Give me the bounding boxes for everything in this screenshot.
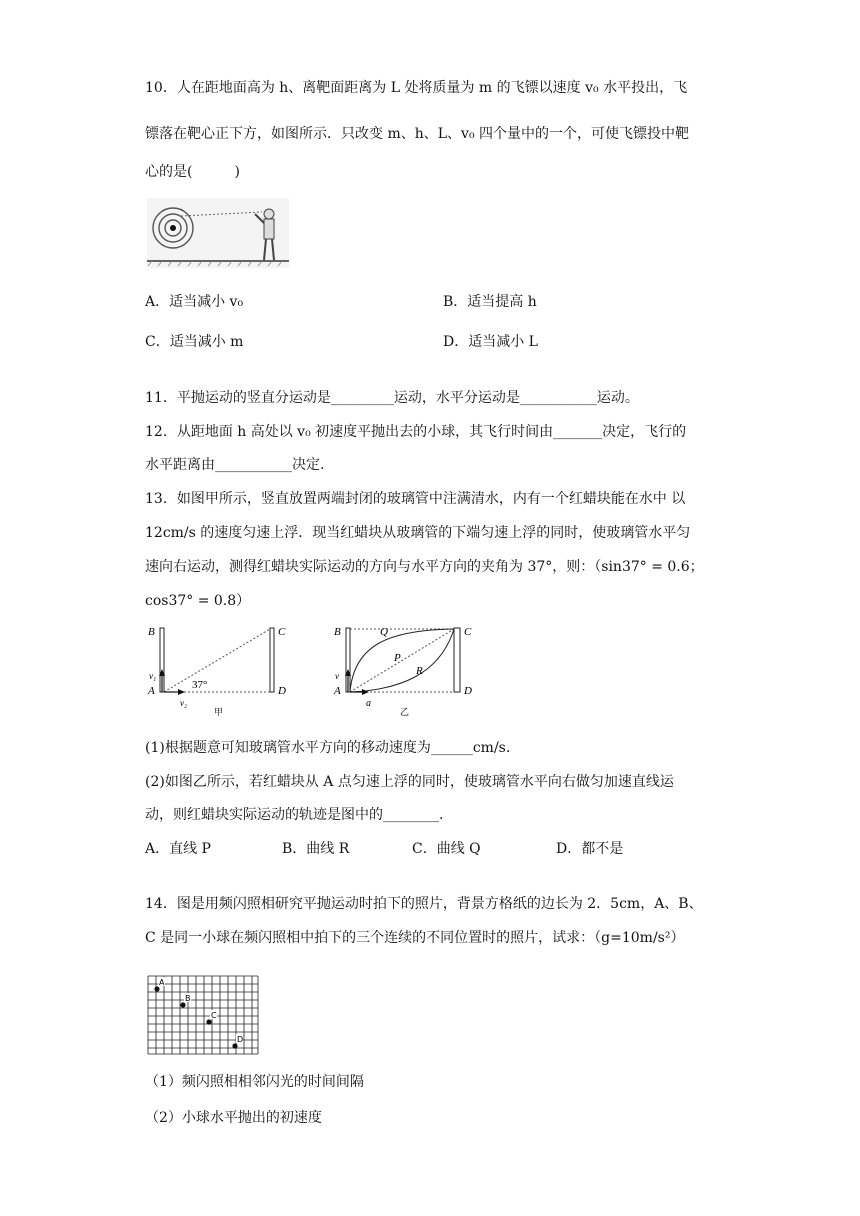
fig-jia-label-v2: v₂ bbox=[180, 698, 188, 708]
q13-option-b: B．曲线 R bbox=[282, 841, 350, 857]
q13-text-line1: 13．如图甲所示，竖直放置两端封闭的玻璃管中注满清水，内有一个红蜡块能在水中 以 bbox=[145, 491, 686, 507]
fig-jia-caption: 甲 bbox=[214, 707, 224, 716]
dart-throw-figure bbox=[147, 198, 289, 268]
fig-jia-label-a: A bbox=[148, 685, 155, 697]
q14-sub2: （2）小球水平抛出的初速度 bbox=[145, 1110, 322, 1126]
q10-option-a: A．适当减小 v₀ bbox=[145, 294, 244, 310]
fig-yi-label-a-accel: a bbox=[366, 698, 371, 709]
fig-yi-label-d: D bbox=[464, 685, 472, 697]
q13-sub2-line1: (2)如图乙所示，若红蜡块从 A 点匀速上浮的同时，使玻璃管水平向右做匀加速直线运 bbox=[145, 774, 674, 790]
fig-jia-label-d: D bbox=[278, 685, 286, 697]
q13-text-line4: cos37° = 0.8） bbox=[145, 593, 251, 609]
figure-yi bbox=[330, 624, 480, 716]
q10-text-line3: 心的是( ) bbox=[145, 164, 240, 180]
q10-option-b: B．适当提高 h bbox=[443, 294, 537, 310]
fig-yi-label-r: R bbox=[416, 665, 423, 677]
q12-text-line1: 12．从距地面 h 高处以 v₀ 初速度平抛出去的小球，其飞行时间由_______决定，飞行的 bbox=[145, 424, 687, 440]
q13-sub1: (1)根据题意可知玻璃管水平方向的移动速度为______cm/s. bbox=[145, 740, 511, 756]
fig-yi-caption: 乙 bbox=[400, 707, 410, 716]
grid-label-b: B bbox=[185, 994, 191, 1003]
grid-label-d: D bbox=[237, 1035, 244, 1044]
fig-yi-label-v: v bbox=[335, 671, 339, 681]
figure-jia bbox=[144, 624, 294, 716]
q10-option-d: D．适当减小 L bbox=[443, 334, 538, 350]
q12-text-line2: 水平距离由___________决定. bbox=[145, 457, 325, 473]
grid-label-c: C bbox=[211, 1011, 217, 1020]
fig-yi-label-p: P bbox=[394, 652, 401, 664]
q13-option-d: D．都不是 bbox=[556, 841, 624, 857]
fig-yi-label-b: B bbox=[334, 626, 341, 638]
q14-text-line2: C 是同一小球在频闪照相中拍下的三个连续的不同位置时的照片，试求：（g=10m/s²） bbox=[145, 930, 685, 946]
q14-sub1: （1）频闪照相相邻闪光的时间间隔 bbox=[145, 1074, 364, 1090]
q14-text-line1: 14．图是用频闪照相研究平抛运动时拍下的照片，背景方格纸的边长为 2．5cm，A、B、 bbox=[145, 896, 703, 912]
fig-jia-label-b: B bbox=[148, 626, 155, 638]
fig-yi-label-c: C bbox=[464, 626, 472, 638]
grid-label-a: A bbox=[159, 978, 165, 987]
q11-text: 11．平抛运动的竖直分运动是_________运动，水平分运动是___________运动。 bbox=[145, 390, 639, 406]
q13-sub2-line2: 动，则红蜡块实际运动的轨迹是图中的________. bbox=[145, 807, 444, 823]
grid-photo-figure bbox=[146, 974, 260, 1056]
q10-text-line2: 镖落在靶心正下方，如图所示．只改变 m、h、L、v₀ 四个量中的一个，可使飞镖投中靶 bbox=[145, 126, 690, 142]
q10-text-line1: 10．人在距地面高为 h、离靶面距离为 L 处将质量为 m 的飞镖以速度 v₀ 水平投出，飞 bbox=[145, 80, 688, 96]
fig-yi-label-a: A bbox=[334, 685, 341, 697]
fig-yi-label-q: Q bbox=[380, 626, 388, 638]
q10-option-c: C．适当减小 m bbox=[145, 334, 244, 350]
q13-option-a: A．直线 P bbox=[145, 841, 211, 857]
fig-jia-label-c: C bbox=[278, 626, 286, 638]
q13-text-line3: 速向右运动，测得红蜡块实际运动的方向与水平方向的夹角为 37°，则：（sin37° = 0.6； bbox=[145, 559, 704, 575]
fig-jia-label-v1: v₁ bbox=[149, 671, 157, 681]
fig-jia-angle: 37° bbox=[192, 679, 208, 691]
q13-option-c: C．曲线 Q bbox=[412, 841, 481, 857]
q13-text-line2: 12cm/s 的速度匀速上浮．现当红蜡块从玻璃管的下端匀速上浮的同时，使玻璃管水平匀 bbox=[145, 525, 691, 541]
